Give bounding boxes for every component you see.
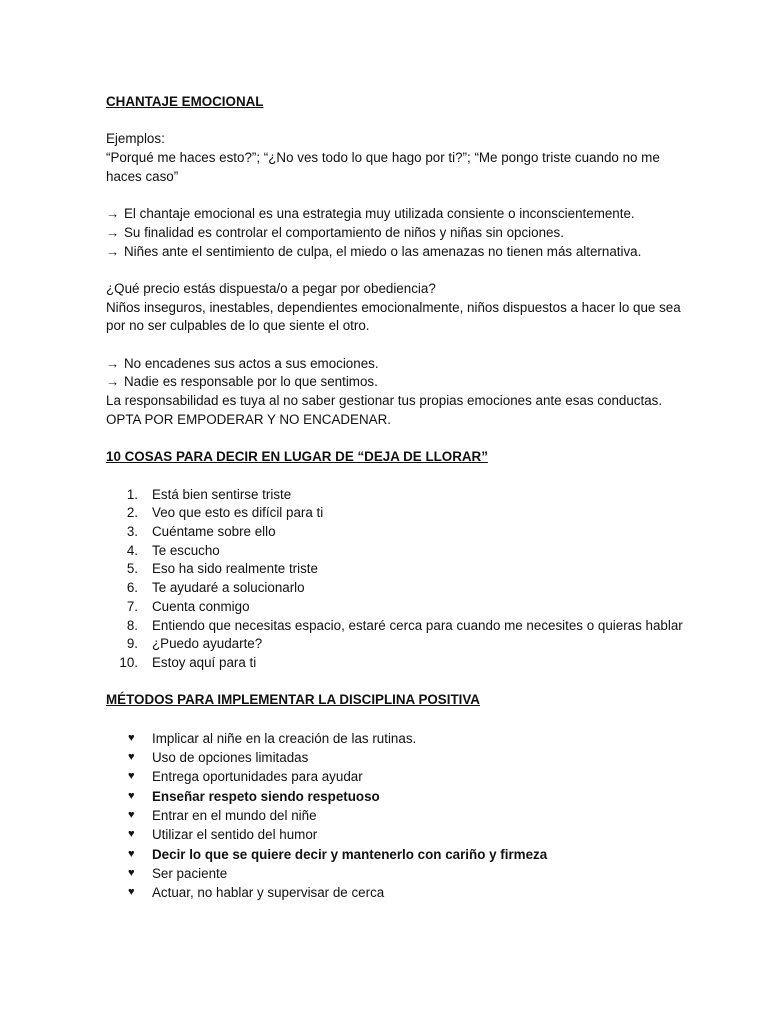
arrow-point: [106, 205, 686, 224]
list-item-text: Está bien sentirse triste: [152, 486, 292, 502]
list-number: 3.: [126, 524, 138, 540]
list-item-text: Uso de opciones limitadas: [152, 750, 309, 766]
section-title-cosas: 10 COSAS PARA DECIR EN LUGAR DE “DEJA DE LLORAR”: [106, 449, 488, 465]
list-item-text: ¿Puedo ayudarte?: [152, 636, 263, 652]
list-item: [106, 825, 686, 844]
list-item: [106, 504, 686, 523]
numbered-list: [106, 486, 686, 673]
arrow-point-text: El chantaje emocional es una estrategia muy utilizada consiente o inconscientemente.: [124, 206, 635, 222]
arrow-point: [106, 243, 686, 262]
list-item: [106, 560, 686, 579]
arrow-right-icon: →: [106, 243, 120, 259]
section-title-chantaje: CHANTAJE EMOCIONAL: [106, 94, 264, 109]
heart-bullet-icon: ♥: [128, 731, 135, 744]
list-item: [106, 767, 686, 786]
heart-bullet-icon: ♥: [128, 751, 135, 764]
list-item: [106, 729, 686, 748]
list-item: [106, 864, 686, 883]
list-item-text: Utilizar el sentido del humor: [152, 827, 318, 843]
heart-bullet-icon: ♥: [128, 808, 135, 821]
list-item-text: Entrar en el mundo del niñe: [152, 807, 317, 823]
list-number: 9.: [126, 636, 138, 652]
list-item: [106, 883, 686, 902]
list-item-text: Eso ha sido realmente triste: [152, 561, 318, 577]
list-item-text: Veo que esto es difícil para ti: [152, 505, 324, 521]
bullet-list: [106, 729, 686, 903]
list-item: [106, 748, 686, 767]
heart-bullet-icon: ♥: [128, 828, 135, 841]
list-item: [106, 598, 686, 617]
arrow-point-text: No encadenes sus actos a sus emociones.: [124, 355, 379, 371]
list-item: [106, 579, 686, 598]
arrow-point-text: Nadie es responsable por lo que sentimos.: [124, 374, 378, 390]
list-item-text: Entrega oportunidades para ayudar: [152, 769, 363, 785]
document-content: [106, 93, 686, 902]
list-item-text: Enseñar respeto siendo respetuoso: [152, 788, 380, 804]
list-item-text: Decir lo que se quiere decir y mantenerlo con cariño y firmeza: [152, 846, 548, 862]
list-number: 1.: [126, 486, 138, 502]
list-item-text: Cuenta conmigo: [152, 598, 250, 614]
heart-bullet-icon: ♥: [128, 886, 135, 899]
list-number: 4.: [126, 542, 138, 558]
list-item: [106, 542, 686, 561]
heart-bullet-icon: ♥: [128, 789, 135, 802]
arrow-right-icon: →: [106, 374, 120, 390]
arrow-point: [106, 373, 686, 392]
arrow-point: [106, 355, 686, 374]
list-number: 6.: [126, 580, 138, 596]
list-item: [106, 845, 686, 864]
heart-bullet-icon: ♥: [128, 770, 135, 783]
examples-label: Ejemplos:: [106, 131, 165, 147]
arrow-point-text: Su finalidad es controlar el comportamiento de niños y niñas sin opciones.: [124, 224, 564, 240]
description-text: Niños inseguros, inestables, dependientes emocionalmente, niños dispuestos a hacer lo que sea por no ser culpables de lo que siente el otro.: [106, 299, 681, 334]
list-item: [106, 617, 686, 636]
list-item: [106, 523, 686, 542]
list-item: [106, 806, 686, 825]
list-number: 2.: [126, 505, 138, 521]
list-item-text: Ser paciente: [152, 865, 228, 881]
arrow-point: [106, 224, 686, 243]
list-item: [106, 654, 686, 673]
examples-text: “Porqué me haces esto?”; “¿No ves todo lo que hago por ti?”; “Me pongo triste cuando no me haces caso”: [106, 150, 660, 184]
arrow-point-text: Niñes ante el sentimiento de culpa, el miedo o las amenazas no tienen más alternativa.: [124, 243, 642, 259]
list-item: [106, 787, 686, 806]
list-number: 8.: [126, 617, 138, 633]
list-number: 10.: [119, 655, 138, 670]
question-text: ¿Qué precio estás dispuesta/o a pegar por obediencia?: [106, 280, 436, 296]
section-title-metodos: MÉTODOS PARA IMPLEMENTAR LA DISCIPLINA POSITIVA: [106, 692, 480, 708]
list-item: [106, 635, 686, 654]
closing-text: La responsabilidad es tuya al no saber gestionar tus propias emociones ante esas conductas. OPTA POR EMPODERAR Y NO ENCADENAR.: [106, 393, 663, 427]
arrow-right-icon: →: [106, 355, 120, 371]
list-item: [106, 486, 686, 505]
list-number: 7.: [126, 598, 138, 614]
heart-bullet-icon: ♥: [128, 866, 135, 879]
list-item-text: Entiendo que necesitas espacio, estaré cerca para cuando me necesites o quieras hablar: [152, 617, 683, 633]
list-item-text: Actuar, no hablar y supervisar de cerca: [152, 885, 385, 901]
heart-bullet-icon: ♥: [128, 847, 135, 860]
list-number: 5.: [126, 561, 138, 577]
list-item-text: Estoy aquí para ti: [152, 655, 257, 670]
arrow-right-icon: →: [106, 206, 120, 222]
arrow-right-icon: →: [106, 224, 120, 240]
list-item-text: Cuéntame sobre ello: [152, 524, 276, 540]
list-item-text: Implicar al niñe en la creación de las rutinas.: [152, 730, 417, 746]
list-item-text: Te escucho: [152, 542, 220, 558]
list-item-text: Te ayudaré a solucionarlo: [152, 580, 305, 596]
